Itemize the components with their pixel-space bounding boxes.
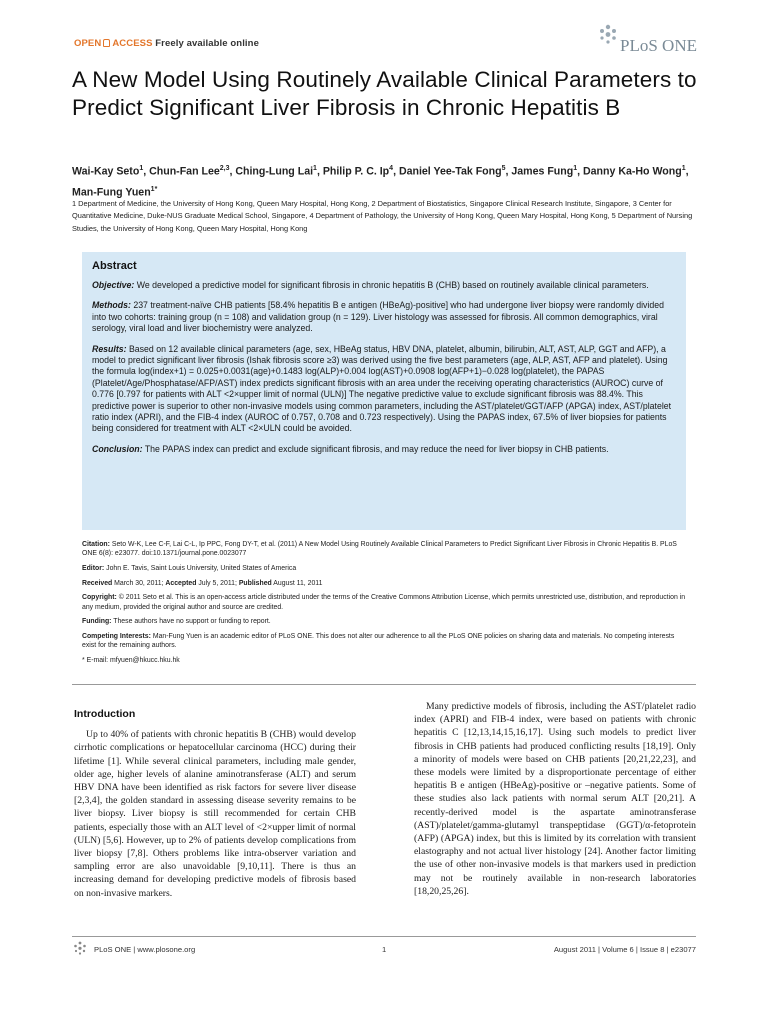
funding-text: These authors have no support or funding to report. [111,618,271,626]
author-separator: , [685,165,689,178]
author-separator: , [577,165,584,178]
funding-label: Funding: [82,618,112,626]
access-label: ACCESS [112,38,153,49]
author-separator: , [143,165,150,178]
author-affiliation-marker: 1* [150,185,158,193]
published-text: August 11, 2011 [271,579,323,587]
competing-label: Competing Interests: [82,632,151,640]
copyright-label: Copyright: [82,594,117,602]
editor-label: Editor: [82,565,105,572]
conclusion-label: Conclusion: [92,443,143,454]
copyright [82,593,686,612]
introduction-heading: Introduction [74,708,136,720]
dates [82,579,686,588]
journal-header [74,36,696,56]
funding [82,617,686,626]
abstract-conclusion [92,444,676,455]
logo-text: PLoS ONE [620,36,697,55]
footer-issue: August 2011 | Volume 6 | Issue 8 | e23077 [553,945,696,954]
open-lock-icon [103,39,110,47]
author-affiliation-marker: 1 [681,165,686,172]
accepted-label: Accepted [165,579,197,587]
author-separator: , [505,165,512,178]
article-title: A New Model Using Routinely Available Clinical Parameters to Predict Significant Liver Fibrosis in Chronic Hepatitis B [72,67,697,120]
author-separator: , [316,165,323,178]
citation-label: Citation: [82,541,110,548]
plos-footer-icon [72,940,88,956]
article-metadata [82,540,686,670]
author-name: Wai-Kay Seto [72,165,140,178]
methods-label: Methods: [92,300,131,311]
editor-text: John E. Tavis, Saint Louis University, United States of America [104,565,297,572]
page-footer [72,940,696,958]
body-right-column [414,700,696,898]
intro-paragraph-1: Up to 40% of patients with chronic hepatitis B (CHB) would develop cirrhotic complications or hepatocellular carcinoma (HCC) during their lifetime [1]. While several clinical parameters, including male gender, older age, higher levels of alanine aminotransferase (ALT) and serum HBV DNA have been identified as risk factors for severe liver disease [2,3,4], the golden standard in assessing disease severity remains to be liver biopsy. Liver biopsy is still recommended for certain CHB patients, especially those with an ALT level of <2×upper limit of normal (ULN) [5,6]. However, up to 2% of patients develop complications from liver biopsy [7,8]. Others problems like intra-observer variation and sampling error are also unavoidable [9,10,11]. There is thus an increasing demand for developing predictive models of fibrosis based on non-invasive markers. [74,729,356,899]
abstract-results [92,344,676,435]
open-access-banner [74,38,259,49]
author-name: Ching-Lung Lai [235,165,314,178]
author-name: Chun-Fan Lee [149,165,220,178]
author-affiliation-marker: 5 [501,165,506,172]
author-name: James Fung [511,165,574,178]
abstract-box [82,252,686,530]
freely-available-label: Freely available online [155,38,259,49]
received-label: Received [82,579,113,587]
abstract-objective [92,280,676,291]
competing-text: Man-Fung Yuen is an academic editor of PLoS ONE. This does not alter our adherence to all the PLoS ONE policies on sharing data and materials. No competing interests exist for the remaining authors. [82,632,675,650]
abstract-methods [92,300,676,334]
footer-journal[interactable]: PLoS ONE | www.plosone.org [94,945,196,954]
email[interactable]: * E-mail: mfyuen@hkucc.hku.hk [82,656,180,664]
plos-dots-icon [596,22,620,46]
intro-paragraph-2: Many predictive models of fibrosis, including the AST/platelet radio index (APRI) and FIB-4 index, were based on patients with chronic hepatitis C [12,13,14,15,16,17]. Using such models to predict liver fibrosis in CHB patients had produced conflicting results [18,19]. Only a minority of models were based on CHB patients [20,21,22,23], and these models were limited by a disproportionate percentage of either hepatitis B e antigen (HBeAg)-positive or –negative patients. Some of these studies also lack patients with normal serum ALT [20,21]. A recently-derived model is the aspartate aminotransferase (AST)/platelet/gamma-glutamyl transpeptidase (GGT)/α-fetoprotein (AFP) (APGA) index, but this is limited by its correlation with transient elastography and not actual liver histology [24]. Another factor limiting the use of other non-invasive models is that markers used in prediction may not be routinely available in non-research laboratories [18,20,25,26]. [414,701,696,897]
author-affiliation-marker: 2,3 [219,165,230,172]
body-left-column [74,700,356,900]
author-name: Man-Fung Yuen [72,186,151,199]
competing-interests [82,632,686,651]
author-affiliation-marker: 4 [389,165,394,172]
accepted-text: July 5, 2011; [196,579,239,587]
citation [82,540,686,559]
open-label: OPEN [74,38,102,49]
citation-text: Seto W-K, Lee C-F, Lai C-L, Ip PPC, Fong DY-T, et al. (2011) A New Model Using Routinely Available Clinical Parameters to Predict Significant Liver Fibrosis in Chronic Hepatitis B. PLoS ONE 6(8): e23077. doi:10.1371/journal.pone.0023077 [82,541,677,558]
plos-one-logo [596,22,696,58]
objective-text: We developed a predictive model for significant fibrosis in chronic hepatitis B (CHB) based on routinely available clinical parameters. [134,280,649,290]
author-affiliation-marker: 1 [313,165,317,172]
author-list [72,160,702,201]
abstract-heading: Abstract [92,260,137,272]
author-name: Philip P. C. Ip [322,165,390,178]
objective-label: Objective: [92,280,135,290]
affiliations: 1 Department of Medicine, the University of Hong Kong, Queen Mary Hospital, Hong Kong, 2 Department of Biostatistics, Singapore Clinical Research Institute, Singapore, 3 Center for Quantitative Medicine, Duke-NUS Graduate Medical School, Singapore, 4 Department of Pathology, the University of Hong Kong, Queen Mary Hospital, Hong Kong, 5 Department of Nursing Studies, the University of Hong Kong, Queen Mary Hospital, Hong Kong [72,199,693,233]
editor [82,564,686,573]
author-affiliation-marker: 1 [139,165,144,172]
author-name: Danny Ka-Ho Wong [583,165,682,178]
copyright-text: © 2011 Seto et al. This is an open-access article distributed under the terms of the Creative Commons Attribution License, which permits unrestricted use, distribution, and reproduction in any medium, provided the original author and source are credited. [82,594,686,611]
section-divider [72,684,696,685]
author-separator: , [229,165,236,178]
received-text: March 30, 2011; [112,579,166,587]
author-name: Daniel Yee-Tak Fong [398,165,502,178]
methods-text: 237 treatment-naïve CHB patients [58.4% hepatitis B e antigen (HBeAg)-positive] who had undergone liver biopsy were randomly divided into two cohorts: training group (n = 108) and validation group (n = 129). Liver histology was assessed for fibrosis. All common demographics, viral serology, viral load and liver biochemistry were analyzed. [92,300,664,334]
author-affiliation-marker: 1 [573,165,578,172]
published-label: Published [238,579,272,587]
results-label: Results: [92,343,127,354]
author-separator: , [393,165,399,178]
page-number: 1 [382,945,387,954]
results-text: Based on 12 available clinical parameters (age, sex, HBeAg status, HBV DNA, platelet, albumin, bilirubin, ALT, AST, ALP, GGT and AFP), a model to predict significant liver fibrosis (Ishak fibrosis score ≥3) was derived using the five best parameters (age, ALP, AST, AFP and platelet). Using the formula log(index+1) = 0.025+0.0031(age)+0.1483 log(ALP)+0.004 log(AST)+0.0908 log(AFP+1)−0.028 log(platelet), the PAPAS (Platelet/Age/Phosphatase/AFP/AST) index predicts significant fibrosis with an area under the receiving operating characteristics (AUROC) curve of 0.776 [0.797 for patients with ALT <2×upper limit of normal (ULN)] The negative predictive value to exclude significant fibrosis was 88.4%. This predictive power is superior to other non-invasive models using common parameters, including the AST/platelet/GGT/AFP (APGA) index, AST/platelet ratio index (APRI), and the FIB-4 index (AUROC of 0.757, 0.708 and 0.723 respectively). Using the PAPAS index, 67.5% of liver biopsies for patients being considered for treatment with ALT <2×ULN could be avoided. [92,343,672,434]
conclusion-text: The PAPAS index can predict and exclude significant fibrosis, and may reduce the need for liver biopsy in CHB patients. [142,443,609,454]
footer-divider [72,936,696,937]
